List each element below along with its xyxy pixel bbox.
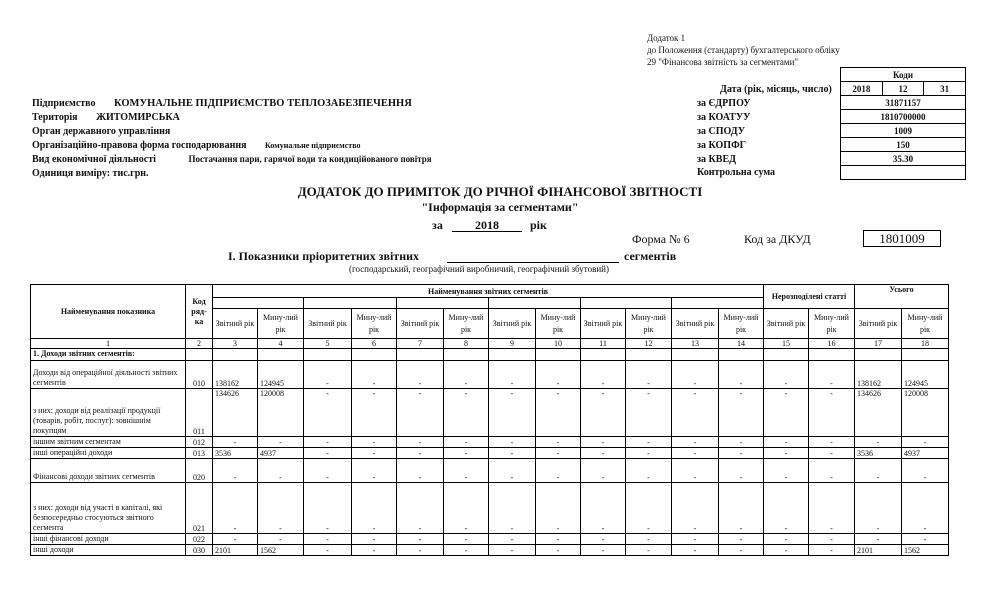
code-kved: 35.30 <box>841 152 966 166</box>
row-value: - <box>672 459 719 483</box>
row-value: - <box>764 534 809 545</box>
row-value: - <box>258 459 304 483</box>
row-value: - <box>304 437 352 448</box>
row-value: - <box>397 361 444 389</box>
row-value: - <box>536 389 581 437</box>
document-title: ДОДАТОК ДО ПРИМІТОК ДО РІЧНОЇ ФІНАНСОВОЇ ЗВІТНОСТІ <box>297 184 703 199</box>
row-value: - <box>352 545 397 556</box>
col-number: 3 <box>213 339 258 349</box>
unit-label: Одиниця виміру: тис.грн. <box>32 168 149 179</box>
period-prefix: за <box>432 218 443 232</box>
row-value: - <box>536 483 581 534</box>
segment-group-3 <box>397 298 489 309</box>
row-value: - <box>902 437 949 448</box>
code-checksum <box>841 166 966 180</box>
col-reporting-year: Звітний рік <box>489 309 536 339</box>
row-value: - <box>809 437 855 448</box>
row-value: 138162 <box>855 361 902 389</box>
row-value <box>902 349 949 361</box>
row-value: - <box>213 437 258 448</box>
row-code <box>186 349 213 361</box>
row-value: - <box>626 437 672 448</box>
col-number: 1 <box>31 339 186 349</box>
activity-row <box>32 154 432 165</box>
row-code: 020 <box>186 459 213 483</box>
date-day: 31 <box>924 82 966 96</box>
row-value: - <box>397 545 444 556</box>
row-value: - <box>258 534 304 545</box>
row-value: - <box>444 483 489 534</box>
row-value: - <box>304 361 352 389</box>
col-prior-year: Мину-лий рік <box>258 309 304 339</box>
row-value: - <box>397 483 444 534</box>
row-value: - <box>258 483 304 534</box>
territory-row <box>32 112 180 123</box>
row-value: - <box>626 448 672 459</box>
table-row <box>31 349 949 361</box>
row-value: - <box>719 448 764 459</box>
row-value: - <box>489 545 536 556</box>
row-value: - <box>626 459 672 483</box>
row-value <box>672 349 719 361</box>
row-value: - <box>855 483 902 534</box>
col-number: 8 <box>444 339 489 349</box>
row-value: - <box>304 545 352 556</box>
row-value: 4937 <box>902 448 949 459</box>
row-value: - <box>719 545 764 556</box>
row-value: - <box>536 437 581 448</box>
col-reporting-year: Звітний рік <box>764 309 809 339</box>
row-value: - <box>444 545 489 556</box>
dkud-value: 1801009 <box>863 230 941 247</box>
row-value <box>213 349 258 361</box>
row-value <box>258 349 304 361</box>
row-name: Доходи від операційної діяльності звітних сегментів <box>31 361 186 389</box>
row-value <box>626 349 672 361</box>
row-value: - <box>213 459 258 483</box>
annex-line-2: до Положення (стандарту) бухгалтерського обліку <box>647 45 840 55</box>
code-kopfg: 150 <box>841 138 966 152</box>
row-value: - <box>304 448 352 459</box>
row-value: - <box>672 361 719 389</box>
row-value: - <box>719 361 764 389</box>
row-value: - <box>444 448 489 459</box>
enterprise-label: Підприємство <box>32 98 96 109</box>
row-value: - <box>444 389 489 437</box>
row-value: - <box>581 534 626 545</box>
enterprise-value: КОМУНАЛЬНЕ ПІДПРИЄМСТВО ТЕПЛОЗАБЕЗПЕЧЕННЯ <box>114 98 412 109</box>
row-value: 3536 <box>213 448 258 459</box>
row-value: - <box>536 448 581 459</box>
date-year: 2018 <box>841 82 883 96</box>
label-edrpou: за ЄДРПОУ <box>697 98 751 109</box>
row-value: - <box>581 389 626 437</box>
col-prior-year: Мину-лий рік <box>902 309 949 339</box>
row-value <box>489 349 536 361</box>
row-value <box>352 349 397 361</box>
table-row <box>31 389 949 437</box>
label-kved: за КВЕД <box>697 154 736 165</box>
row-value: - <box>444 361 489 389</box>
col-reporting-year: Звітний рік <box>581 309 626 339</box>
row-value: - <box>444 459 489 483</box>
row-value: - <box>855 459 902 483</box>
territory-label: Територія <box>32 112 78 123</box>
period-suffix: рік <box>530 218 547 232</box>
row-value: - <box>809 545 855 556</box>
row-code: 030 <box>186 545 213 556</box>
row-value: - <box>764 448 809 459</box>
col-prior-year: Мину-лий рік <box>352 309 397 339</box>
row-value: - <box>397 437 444 448</box>
col-segments-header: Найменування звітних сегментів <box>213 285 764 298</box>
col-number: 10 <box>536 339 581 349</box>
row-value: - <box>489 448 536 459</box>
row-value: - <box>213 534 258 545</box>
row-value: 124945 <box>902 361 949 389</box>
row-value: - <box>581 437 626 448</box>
row-code: 013 <box>186 448 213 459</box>
legal-form-label: Організаційно-правова форма господарювання <box>32 140 247 151</box>
row-value: 138162 <box>213 361 258 389</box>
col-reporting-year: Звітний рік <box>304 309 352 339</box>
segments-table <box>30 284 949 556</box>
table-row <box>31 437 949 448</box>
territory-value: ЖИТОМИРСЬКА <box>96 112 180 123</box>
row-value: - <box>764 545 809 556</box>
col-number: 13 <box>672 339 719 349</box>
date-label: Дата (рік, місяць, число) <box>720 84 832 95</box>
segment-group-4 <box>489 298 581 309</box>
row-value: - <box>536 545 581 556</box>
annex-line-1: Додаток 1 <box>647 33 686 43</box>
dkud-label: Код за ДКУД <box>744 232 811 246</box>
table-row <box>31 448 949 459</box>
row-value: - <box>672 534 719 545</box>
row-value: - <box>444 534 489 545</box>
row-value: - <box>626 389 672 437</box>
row-value: - <box>719 534 764 545</box>
segment-group-2 <box>304 298 397 309</box>
col-prior-year: Мину-лий рік <box>626 309 672 339</box>
row-value: - <box>672 389 719 437</box>
segment-group-1 <box>213 298 304 309</box>
col-number: 9 <box>489 339 536 349</box>
col-prior-year: Мину-лий рік <box>719 309 764 339</box>
label-spodu: за СПОДУ <box>697 126 746 137</box>
row-value: - <box>258 437 304 448</box>
row-value: 2101 <box>213 545 258 556</box>
legal-form-value: Комунальне підприємство <box>265 141 361 150</box>
col-total-header: Усього <box>855 285 949 309</box>
row-value <box>304 349 352 361</box>
annex-line-3: 29 "Фінансова звітність за сегментами" <box>647 57 799 67</box>
activity-value: Постачання пари, гарячої води та кондиційованого повітря <box>188 154 432 164</box>
col-number: 2 <box>186 339 213 349</box>
table-row <box>31 459 949 483</box>
segment-group-5 <box>581 298 672 309</box>
row-value: - <box>809 534 855 545</box>
col-reporting-year: Звітний рік <box>855 309 902 339</box>
row-value <box>581 349 626 361</box>
segment-group-6 <box>672 298 764 309</box>
col-number: 5 <box>304 339 352 349</box>
column-number-row <box>31 339 949 349</box>
row-value: - <box>489 483 536 534</box>
row-value: - <box>626 483 672 534</box>
legal-form-row <box>32 140 360 151</box>
col-number: 18 <box>902 339 949 349</box>
row-value: - <box>489 389 536 437</box>
row-code: 022 <box>186 534 213 545</box>
row-value <box>719 349 764 361</box>
col-unalloc-header: Нерозподілені статті <box>764 285 855 309</box>
row-value: - <box>855 437 902 448</box>
row-value: - <box>352 361 397 389</box>
code-spodu: 1009 <box>841 124 966 138</box>
date-month: 12 <box>882 82 924 96</box>
row-value: - <box>764 459 809 483</box>
section-underline <box>447 262 619 263</box>
col-number: 17 <box>855 339 902 349</box>
row-value: - <box>304 483 352 534</box>
row-value: - <box>626 361 672 389</box>
row-value: 124945 <box>258 361 304 389</box>
label-kopfg: за КОПФГ <box>697 140 747 151</box>
row-value: - <box>352 448 397 459</box>
activity-label: Вид економічної діяльності <box>32 154 156 165</box>
row-value: - <box>672 437 719 448</box>
row-value: - <box>444 437 489 448</box>
row-value: 1562 <box>902 545 949 556</box>
authority-label: Орган державного управління <box>32 126 171 137</box>
codes-table <box>840 67 966 180</box>
row-value: - <box>352 389 397 437</box>
form-label: Форма № 6 <box>632 232 690 246</box>
row-value: - <box>581 483 626 534</box>
row-value: - <box>352 483 397 534</box>
row-name: 1. Доходи звітних сегментів: <box>31 349 186 361</box>
row-value: - <box>489 534 536 545</box>
row-value <box>397 349 444 361</box>
row-value: - <box>352 534 397 545</box>
row-value: - <box>397 534 444 545</box>
row-value: 134626 <box>855 389 902 437</box>
row-value: - <box>581 545 626 556</box>
row-name: інші фінансові доходи <box>31 534 186 545</box>
row-value: - <box>809 448 855 459</box>
section-title: І. Показники пріоритетних звітних <box>228 249 420 263</box>
col-number: 11 <box>581 339 626 349</box>
enterprise-row <box>32 98 412 109</box>
row-value: - <box>719 389 764 437</box>
row-name: іншим звітним сегментам <box>31 437 186 448</box>
row-value: - <box>352 459 397 483</box>
row-value: - <box>809 389 855 437</box>
document-subtitle: "Інформація за сегментами" <box>421 200 579 214</box>
section-note: (господарський, географічний виробничий, географічний збутовий) <box>349 264 609 274</box>
row-value: 120008 <box>258 389 304 437</box>
col-prior-year: Мину-лий рік <box>809 309 855 339</box>
row-name: інші доходи <box>31 545 186 556</box>
col-number: 4 <box>258 339 304 349</box>
col-number: 14 <box>719 339 764 349</box>
row-code: 012 <box>186 437 213 448</box>
col-number: 15 <box>764 339 809 349</box>
row-value: - <box>304 534 352 545</box>
row-value: - <box>397 389 444 437</box>
row-value <box>536 349 581 361</box>
row-value: - <box>672 545 719 556</box>
row-value: - <box>489 437 536 448</box>
row-value: - <box>213 483 258 534</box>
row-value: - <box>902 459 949 483</box>
row-value: - <box>719 437 764 448</box>
row-code: 010 <box>186 361 213 389</box>
row-value: - <box>626 534 672 545</box>
col-number: 6 <box>352 339 397 349</box>
label-koatuu: за КОАТУУ <box>697 112 751 123</box>
row-value: 3536 <box>855 448 902 459</box>
row-value: - <box>397 448 444 459</box>
row-value: - <box>536 459 581 483</box>
code-edrpou: 31871157 <box>841 96 966 110</box>
row-value: - <box>719 459 764 483</box>
row-value: 134626 <box>213 389 258 437</box>
row-code: 011 <box>186 389 213 437</box>
row-value: - <box>719 483 764 534</box>
row-value <box>809 349 855 361</box>
row-value <box>764 349 809 361</box>
row-value: - <box>902 534 949 545</box>
col-reporting-year: Звітний рік <box>213 309 258 339</box>
row-value: - <box>809 459 855 483</box>
row-value: - <box>489 361 536 389</box>
col-number: 7 <box>397 339 444 349</box>
row-name: з них: доходи від реалізації продукції (товарів, робіт, послуг): зовнішнім покупцям <box>31 389 186 437</box>
col-prior-year: Мину-лий рік <box>444 309 489 339</box>
row-value: - <box>672 448 719 459</box>
row-value: - <box>489 459 536 483</box>
codes-header: Коди <box>841 68 966 82</box>
row-value: - <box>764 437 809 448</box>
row-value: - <box>304 459 352 483</box>
row-value: 2101 <box>855 545 902 556</box>
row-value: - <box>304 389 352 437</box>
table-row <box>31 545 949 556</box>
row-name: Фінансові доходи звітних сегментів <box>31 459 186 483</box>
row-value <box>855 349 902 361</box>
col-name-header: Найменування показника <box>31 285 186 339</box>
row-name: з них: доходи від участі в капіталі, які безпосередньо стосуються звітного сегмента <box>31 483 186 534</box>
row-value: - <box>764 483 809 534</box>
row-value: - <box>764 361 809 389</box>
row-value: - <box>536 361 581 389</box>
col-reporting-year: Звітний рік <box>672 309 719 339</box>
row-value: - <box>672 483 719 534</box>
col-prior-year: Мину-лий рік <box>536 309 581 339</box>
col-number: 16 <box>809 339 855 349</box>
row-value: - <box>855 534 902 545</box>
period-year: 2018 <box>475 218 499 232</box>
col-number: 12 <box>626 339 672 349</box>
table-row <box>31 361 949 389</box>
row-value: - <box>536 534 581 545</box>
col-reporting-year: Звітний рік <box>397 309 444 339</box>
col-code-header: Код ряд-ка <box>186 285 213 339</box>
code-koatuu: 1810700000 <box>841 110 966 124</box>
table-row <box>31 483 949 534</box>
row-value: - <box>397 459 444 483</box>
label-checksum: Контрольна сума <box>697 167 776 178</box>
row-value: 1562 <box>258 545 304 556</box>
row-value: - <box>809 483 855 534</box>
row-value: - <box>581 459 626 483</box>
row-value: - <box>809 361 855 389</box>
row-value: - <box>581 361 626 389</box>
table-row <box>31 534 949 545</box>
row-value <box>444 349 489 361</box>
row-value: 4937 <box>258 448 304 459</box>
row-value: - <box>902 483 949 534</box>
row-value: - <box>352 437 397 448</box>
row-code: 021 <box>186 483 213 534</box>
row-name: інші операційні доходи <box>31 448 186 459</box>
row-value: - <box>626 545 672 556</box>
row-value: - <box>764 389 809 437</box>
section-suffix: сегментів <box>624 249 677 263</box>
row-value: 120008 <box>902 389 949 437</box>
row-value: - <box>581 448 626 459</box>
